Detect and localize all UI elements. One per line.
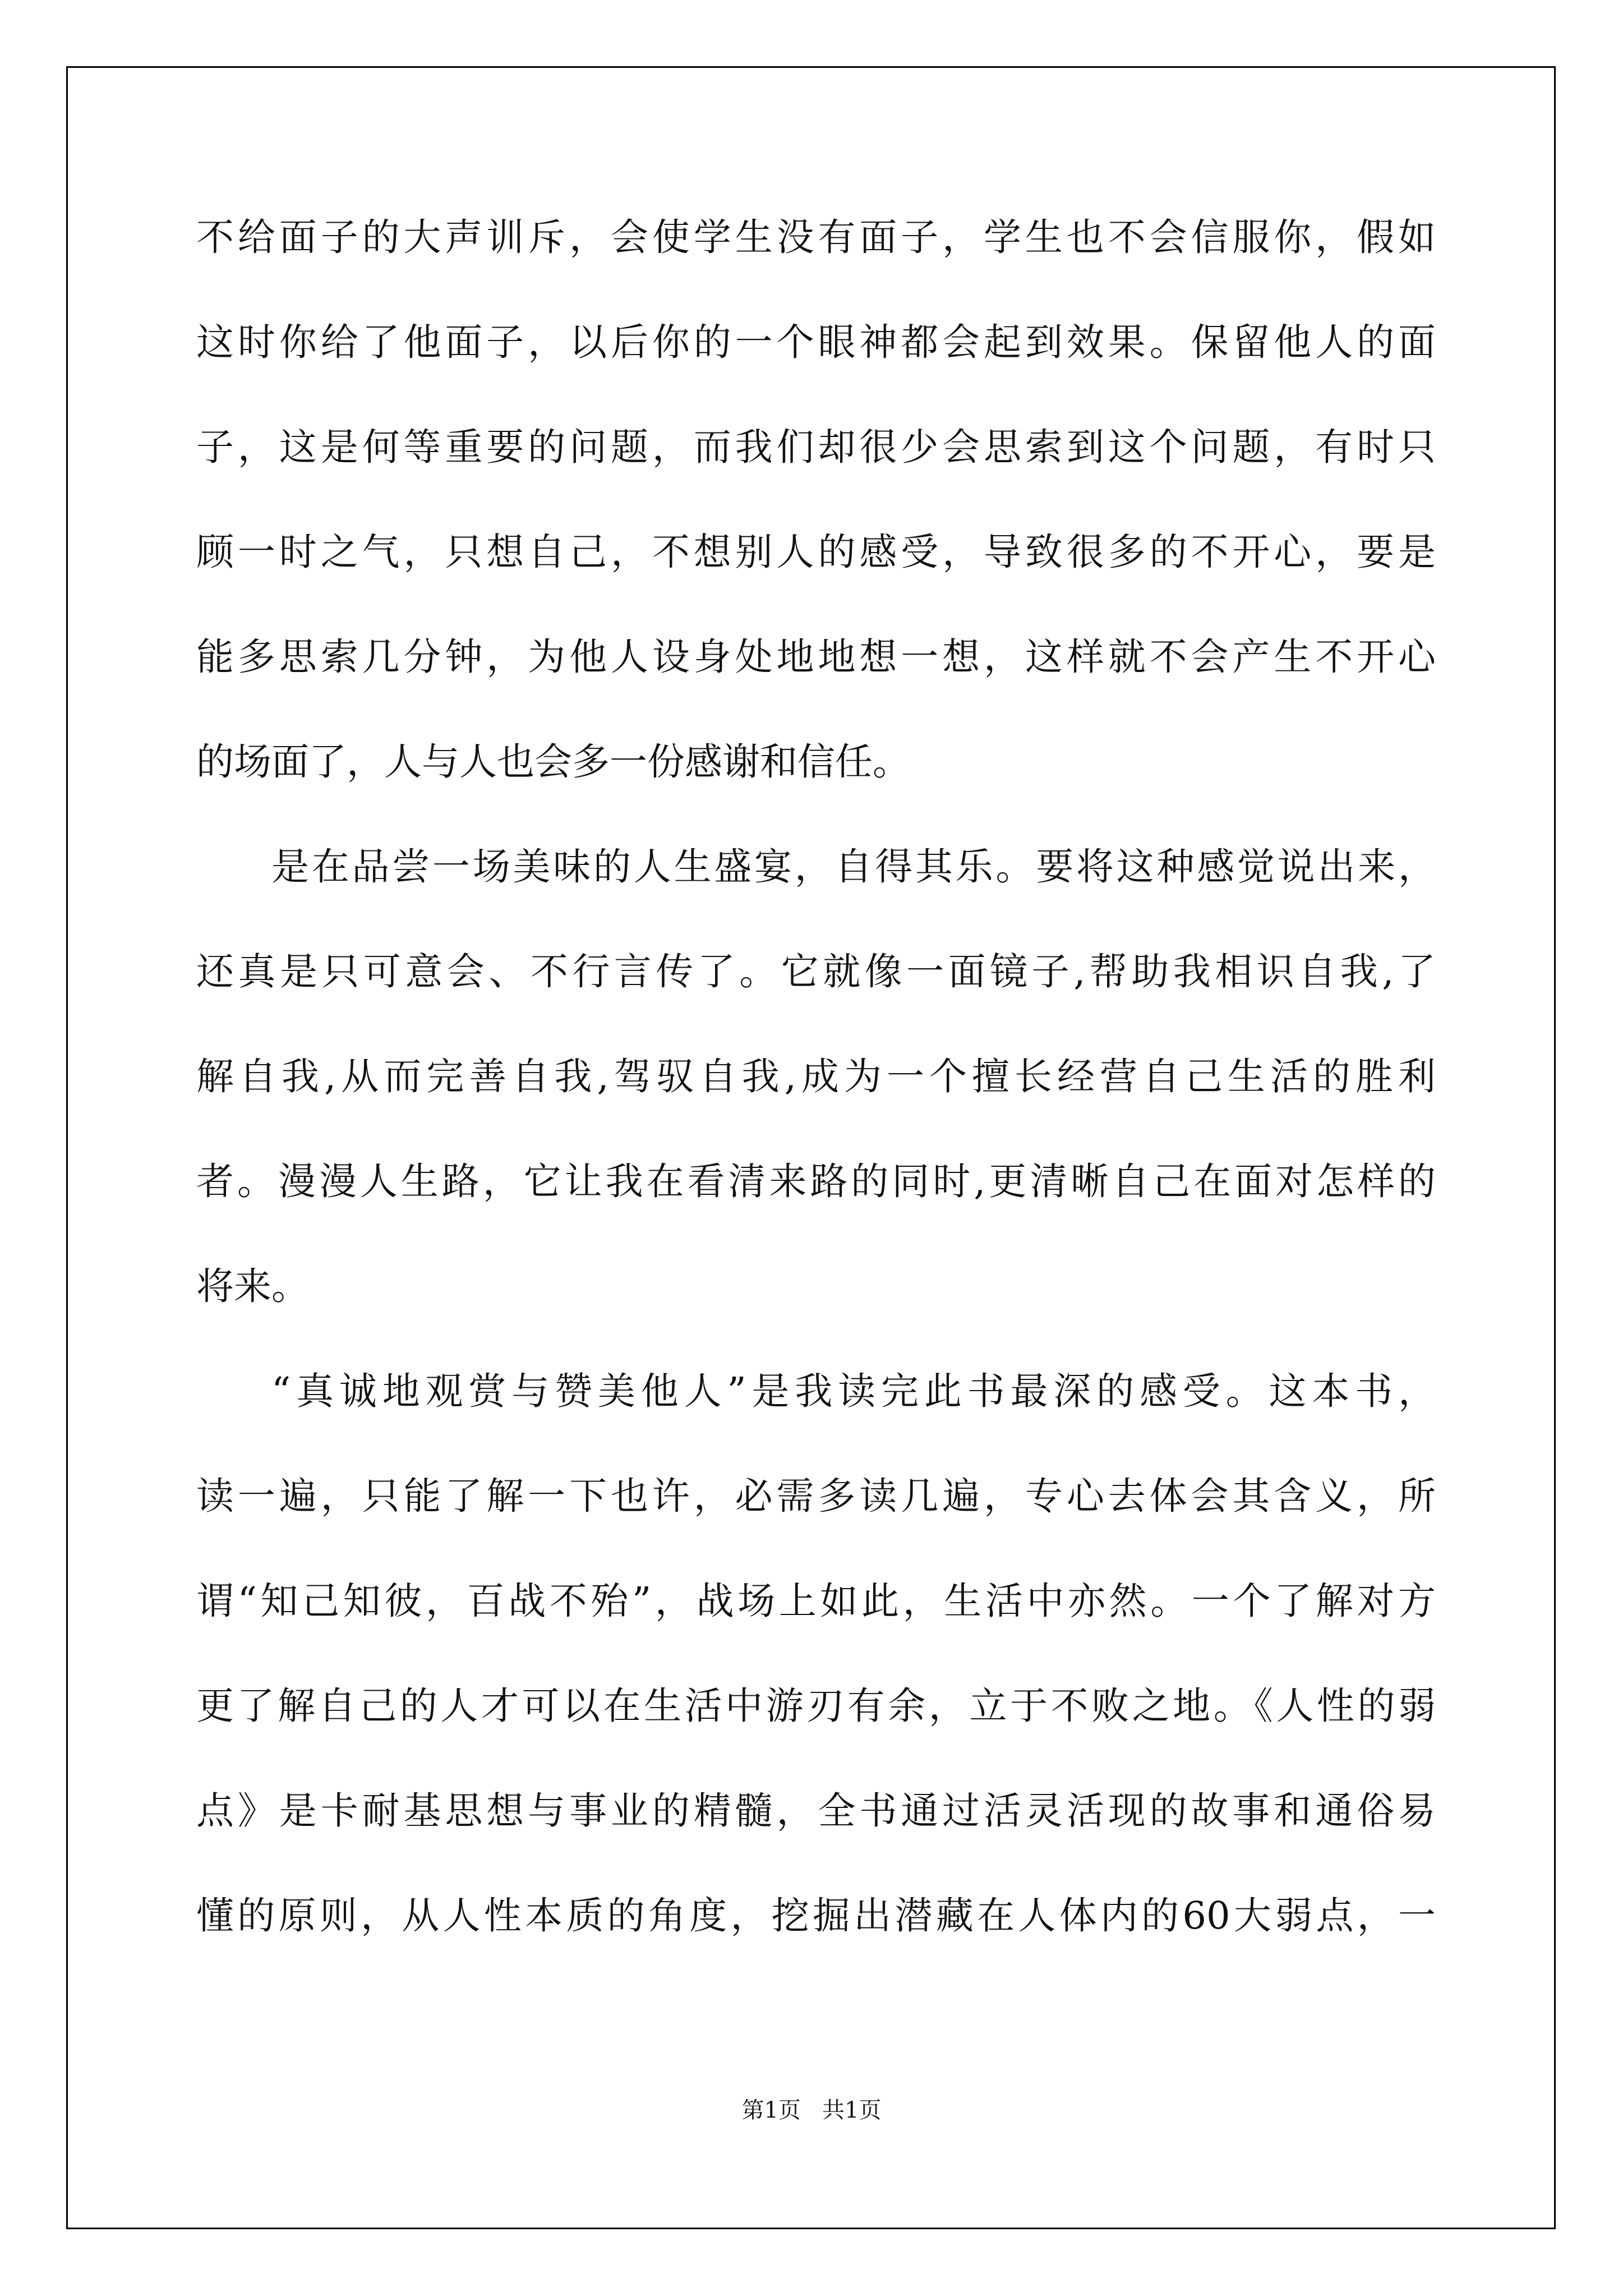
paragraph-3-line-6: 懂的原则，从人性本质的角度，挖掘出潜藏在人体内的60大弱点，一 — [196, 1894, 1436, 1938]
paragraph-1-line-6: 的场面了，人与人也会多一份感谢和信任。 — [196, 740, 910, 784]
paragraph-2-line-2: 还真是只可意会、不行言传了。它就像一面镜子,帮助我相识自我,了 — [196, 950, 1436, 993]
paragraph-2-line-5: 将来。 — [196, 1264, 309, 1308]
paragraph-1-line-5: 能多思索几分钟，为他人设身处地地想一想，这样就不会产生不开心 — [196, 635, 1436, 679]
paragraph-2-line-1: 是在品尝一场美味的人生盛宴，自得其乐。要将这种感觉说出来， — [271, 845, 1436, 889]
paragraph-3-line-2: 读一遍，只能了解一下也许，必需多读几遍，专心去体会其含义，所 — [196, 1474, 1436, 1518]
paragraph-3-line-4: 更了解自己的人才可以在生活中游刃有余，立于不败之地。《人性的弱 — [196, 1684, 1436, 1728]
page-number-footer: 第1页 共1页 — [741, 2097, 882, 2123]
document-body — [196, 185, 1436, 1968]
paragraph-3-line-5: 点》是卡耐基思想与事业的精髓，全书通过活灵活现的故事和通俗易 — [196, 1789, 1436, 1833]
paragraph-1-line-4: 顾一时之气，只想自己，不想别人的感受，导致很多的不开心，要是 — [196, 530, 1436, 574]
paragraph-1-line-3: 子，这是何等重要的问题，而我们却很少会思索到这个问题，有时只 — [196, 425, 1436, 469]
paragraph-2-line-3: 解自我,从而完善自我,驾驭自我,成为一个擅长经营自己生活的胜利 — [196, 1055, 1436, 1098]
paragraph-2-line-4: 者。漫漫人生路，它让我在看清来路的同时,更清晰自己在面对怎样的 — [196, 1159, 1436, 1203]
paragraph-3-line-3: 谓“知己知彼，百战不殆”，战场上如此，生活中亦然。一个了解对方 — [196, 1579, 1436, 1623]
paragraph-1-line-1: 不给面子的大声训斥，会使学生没有面子，学生也不会信服你，假如 — [196, 215, 1436, 259]
paragraph-3-line-1: “真诚地观赏与赞美他人”是我读完此书最深的感受。这本书， — [271, 1369, 1436, 1413]
paragraph-1-line-2: 这时你给了他面子，以后你的一个眼神都会起到效果。保留他人的面 — [196, 320, 1436, 364]
